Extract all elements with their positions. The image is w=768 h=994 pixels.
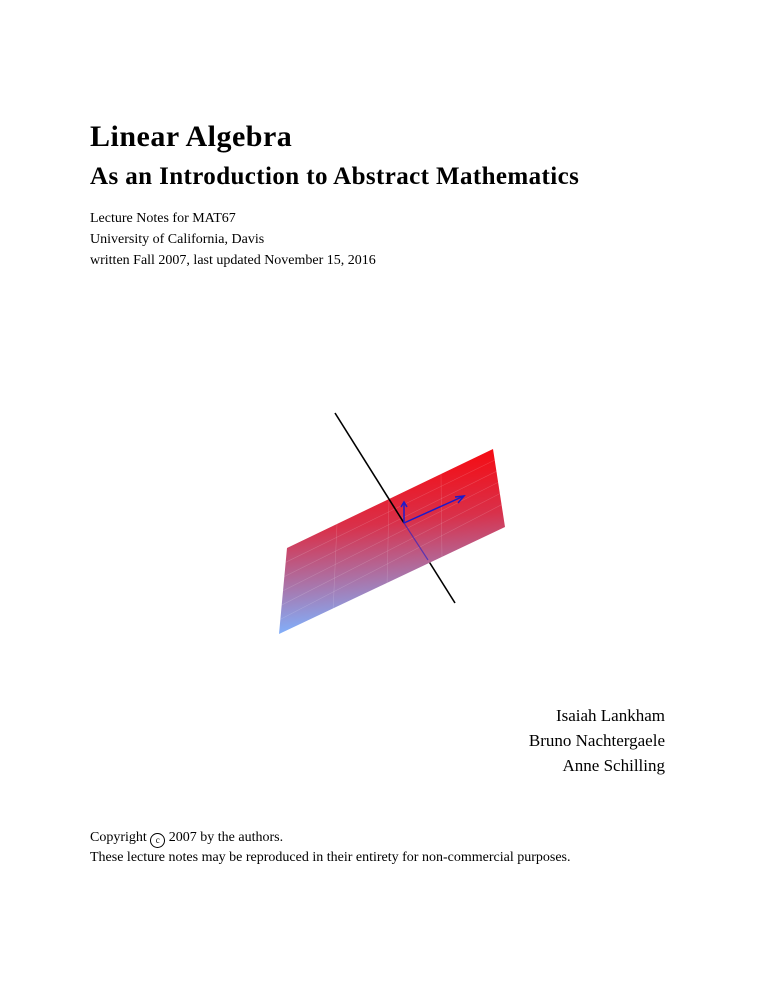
course-line: Lecture Notes for MAT67 — [90, 211, 236, 226]
plane-illustration — [270, 405, 520, 640]
document-subtitle: As an Introduction to Abstract Mathematics — [90, 163, 580, 190]
course-info — [90, 208, 376, 271]
author-name: Bruno Nachtergaele — [528, 731, 665, 750]
document-title: Linear Algebra — [90, 120, 293, 153]
copyright-notice — [90, 828, 570, 867]
copyright-prefix: Copyright — [90, 830, 147, 845]
reproduction-notice: These lecture notes may be reproduced in their entirety for non-commercial purposes. — [90, 850, 571, 865]
copyright-year-text: 2007 by the authors. — [168, 830, 284, 845]
author-name: Isaiah Lankham — [555, 706, 665, 725]
copyright-line — [90, 828, 570, 848]
normal-line-lower — [428, 560, 455, 603]
plane-surface — [279, 449, 505, 634]
author-name: Anne Schilling — [562, 756, 665, 775]
normal-line-upper — [335, 413, 404, 523]
institution-line: University of California, Davis — [90, 232, 265, 247]
author-list — [529, 703, 665, 778]
copyright-icon: c — [150, 833, 165, 848]
date-line: written Fall 2007, last updated November 15, 2016 — [90, 253, 376, 268]
